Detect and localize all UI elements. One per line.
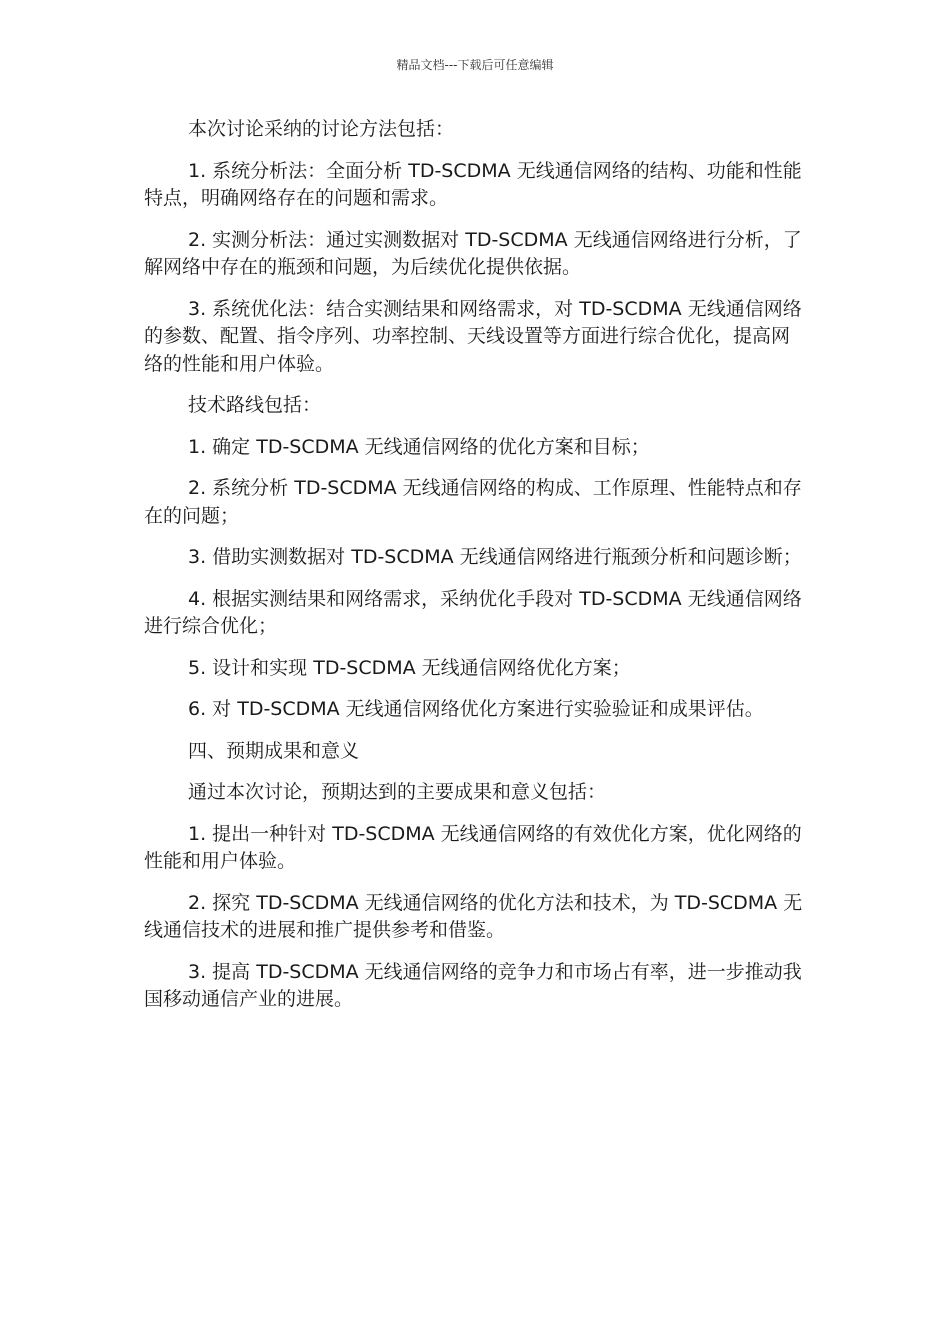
section-heading-expected-results: 四、预期成果和意义 <box>188 739 360 762</box>
document-body <box>144 116 804 1028</box>
paragraph-route-6: 6. 对 TD-SCDMA 无线通信网络优化方案进行实验验证和成果评估。 <box>188 698 764 720</box>
paragraph-result-3: 3. 提高 TD-SCDMA 无线通信网络的竞争力和市场占有率，进一步推动我国移动通信产业的进展。 <box>144 960 802 1010</box>
paragraph-route-intro: 技术路线包括： <box>188 394 322 416</box>
paragraph-route-4: 4. 根据实测结果和网络需求，采纳优化手段对 TD-SCDMA 无线通信网络进行综合优化； <box>144 587 802 637</box>
paragraph-result-2: 2. 探究 TD-SCDMA 无线通信网络的优化方法和技术，为 TD-SCDMA 无线通信技术的进展和推广提供参考和借鉴。 <box>144 891 803 941</box>
paragraph-method-2: 2. 实测分析法：通过实测数据对 TD-SCDMA 无线通信网络进行分析，了解网络中存在的瓶颈和问题，为后续优化提供依据。 <box>144 228 802 278</box>
paragraph-method-3: 3. 系统优化法：结合实测结果和网络需求，对 TD-SCDMA 无线通信网络的参数、配置、指令序列、功率控制、天线设置等方面进行综合优化，提高网络的性能和用户体验。 <box>144 297 802 375</box>
paragraph-route-1: 1. 确定 TD-SCDMA 无线通信网络的优化方案和目标； <box>188 435 650 458</box>
paragraph-route-2: 2. 系统分析 TD-SCDMA 无线通信网络的构成、工作原理、性能特点和存在的问题； <box>144 477 802 527</box>
paragraph-results-intro: 通过本次讨论，预期达到的主要成果和意义包括： <box>188 781 607 803</box>
paragraph-method-1: 1. 系统分析法：全面分析 TD-SCDMA 无线通信网络的结构、功能和性能特点，明确网络存在的问题和需求。 <box>144 159 802 209</box>
paragraph-route-3: 3. 借助实测数据对 TD-SCDMA 无线通信网络进行瓶颈分析和问题诊断； <box>188 546 802 568</box>
paragraph-result-1: 1. 提出一种针对 TD-SCDMA 无线通信网络的有效优化方案，优化网络的性能和用户体验。 <box>144 822 802 872</box>
paragraph-methods-intro: 本次讨论采纳的讨论方法包括： <box>188 118 455 140</box>
paragraph-route-5: 5. 设计和实现 TD-SCDMA 无线通信网络优化方案； <box>188 656 631 679</box>
page-header: 精品文档---下载后可任意编辑 <box>396 58 554 72</box>
